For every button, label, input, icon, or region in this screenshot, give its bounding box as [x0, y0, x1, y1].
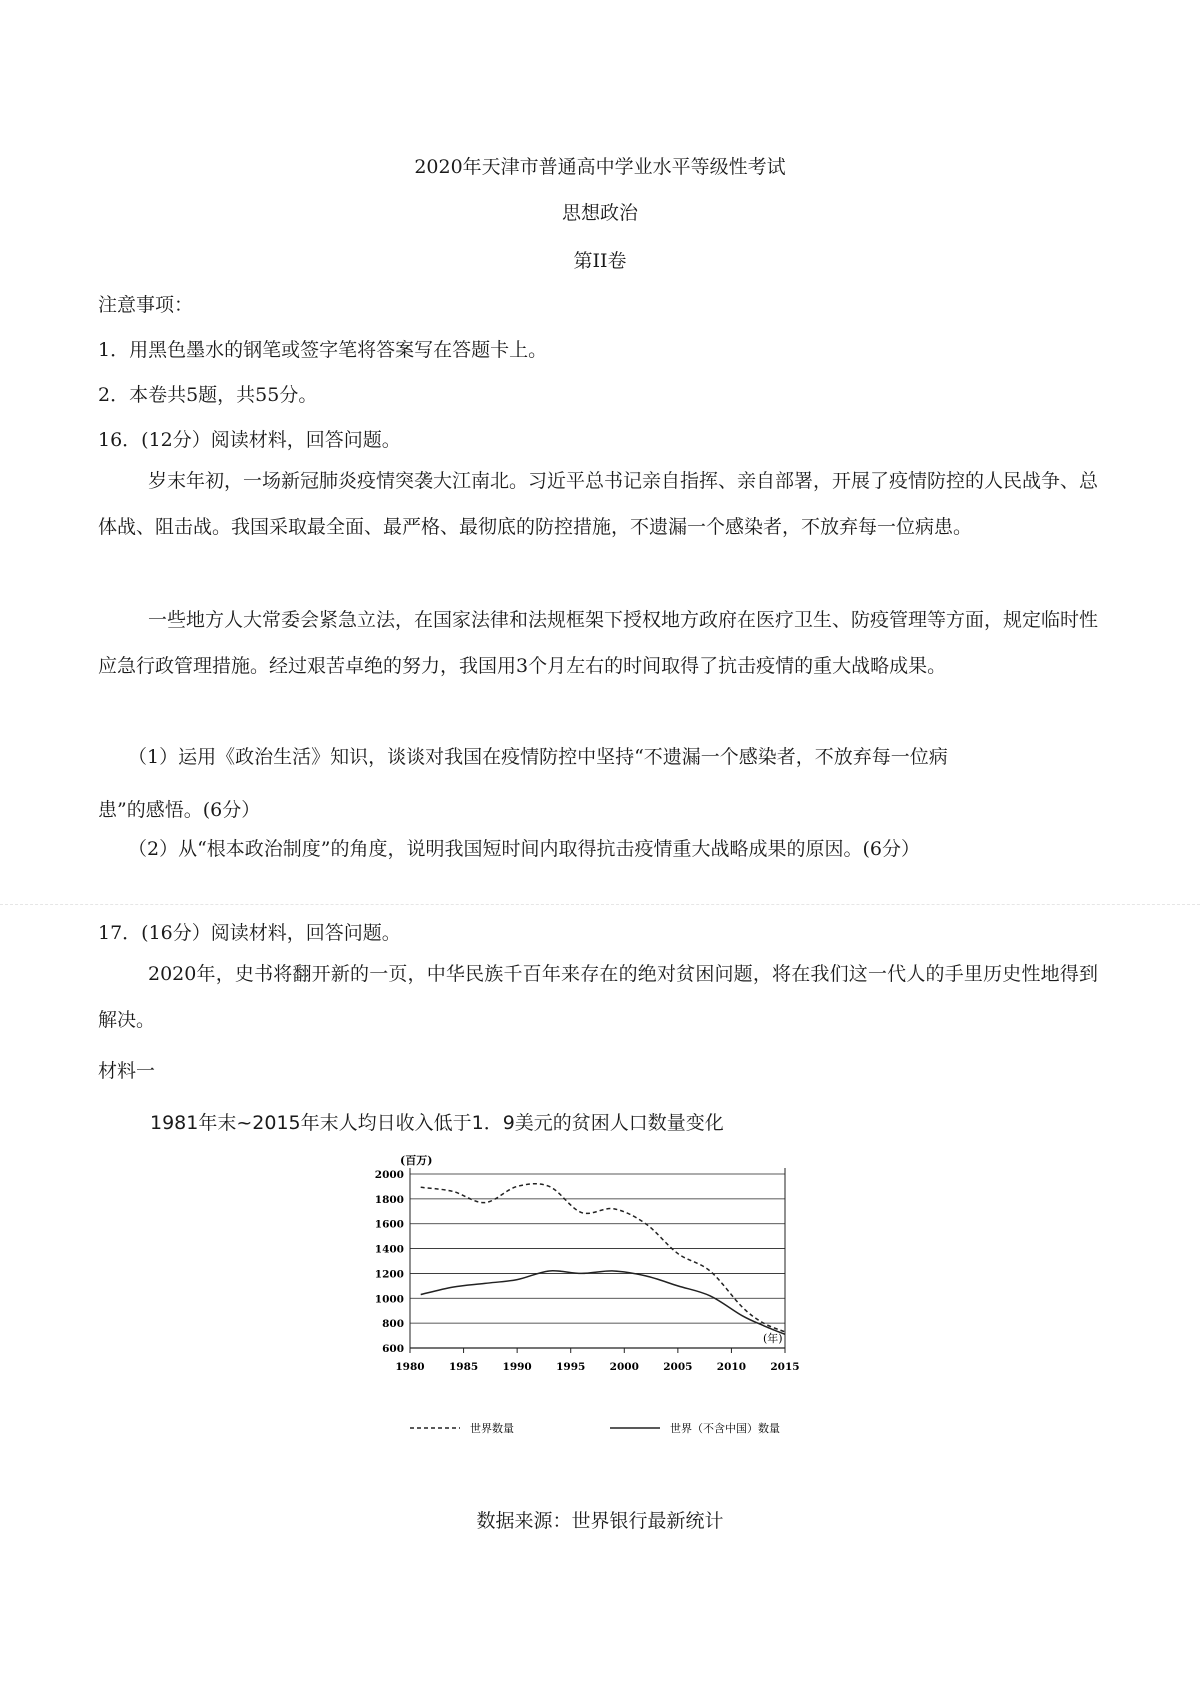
y-tick-label: 1200 [374, 1268, 404, 1281]
q16-header: 16．(12分）阅读材料，回答问题。 [98, 429, 401, 451]
x-axis-ticks [395, 1348, 799, 1373]
y-axis-ticks [375, 1169, 404, 1355]
chart-grid [410, 1174, 785, 1348]
x-tick-label: 1995 [556, 1361, 586, 1373]
q16-paragraph-1: 岁末年初，一场新冠肺炎疫情突袭大江南北。习近平总书记亲自指挥、亲自部署，开展了疫情防控的人民战争、总体战、阻击战。我国采取最全面、最严格、最彻底的防控措施，不遗漏一个感染者，不放弃每一位病患。 [98, 470, 1099, 538]
y-tick-label: 600 [382, 1343, 404, 1355]
legend-label-1: 世界数量 [470, 1422, 514, 1435]
exam-volume: 第II卷 [573, 250, 627, 272]
series-line-1 [421, 1184, 785, 1332]
notes-item-2: 2．本卷共5题，共55分。 [98, 384, 318, 406]
y-tick-label: 1400 [374, 1243, 404, 1256]
chart-series [421, 1184, 785, 1335]
q16-subquestion-1-cont: 患”的感悟。(6分） [98, 799, 261, 821]
y-tick-label: 2000 [374, 1169, 404, 1181]
y-tick-label: 1600 [374, 1218, 404, 1231]
x-axis-unit-label: (年) [763, 1332, 783, 1345]
poverty-line-chart [370, 1150, 870, 1480]
notes-item-1: 1．用黑色墨水的钢笔或签字笔将答案写在答题卡上。 [98, 339, 548, 361]
x-tick-label: 2010 [716, 1361, 747, 1373]
q16-subquestion-1: （1）运用《政治生活》知识，谈谈对我国在疫情防控中坚持“不遗漏一个感染者，不放弃每一位病 [128, 746, 948, 768]
legend-label-2: 世界（不含中国）数量 [670, 1422, 780, 1435]
x-tick-label: 1990 [502, 1361, 532, 1373]
page-divider [0, 904, 1200, 905]
series-line-2 [421, 1271, 785, 1335]
y-tick-label: 800 [382, 1318, 404, 1331]
x-tick-label: 2000 [609, 1361, 639, 1373]
x-tick-label: 1980 [395, 1361, 425, 1373]
x-tick-label: 2015 [770, 1361, 800, 1373]
exam-title: 2020年天津市普通高中学业水平等级性考试 [414, 156, 786, 178]
exam-subject: 思想政治 [561, 202, 638, 224]
data-source: 数据来源：世界银行最新统计 [476, 1510, 724, 1532]
q16-subquestion-2: （2）从“根本政治制度”的角度，说明我国短时间内取得抗击疫情重大战略成果的原因。(6分） [128, 838, 921, 860]
q17-paragraph-1: 2020年，史书将翻开新的一页，中华民族千百年来存在的绝对贫困问题，将在我们这一代人的手里历史性地得到解决。 [98, 963, 1098, 1031]
material-label: 材料一 [98, 1060, 156, 1082]
q17-header: 17．(16分）阅读材料，回答问题。 [98, 922, 401, 944]
notes-heading: 注意事项： [98, 294, 194, 316]
y-tick-label: 1800 [374, 1193, 404, 1206]
chart-axes [410, 1168, 785, 1348]
y-axis-unit-label: (百万) [400, 1154, 433, 1167]
chart-caption: 1981年末~2015年末人均日收入低于1．9美元的贫困人口数量变化 [150, 1112, 724, 1134]
x-tick-label: 1985 [448, 1361, 479, 1373]
y-tick-label: 1000 [374, 1293, 404, 1306]
x-tick-label: 2005 [663, 1361, 693, 1373]
q16-paragraph-2: 一些地方人大常委会紧急立法，在国家法律和法规框架下授权地方政府在医疗卫生、防疫管理等方面，规定临时性应急行政管理措施。经过艰苦卓绝的努力，我国用3个月左右的时间取得了抗击疫情的重大战略成果。 [98, 609, 1099, 677]
chart-legend [410, 1421, 780, 1435]
